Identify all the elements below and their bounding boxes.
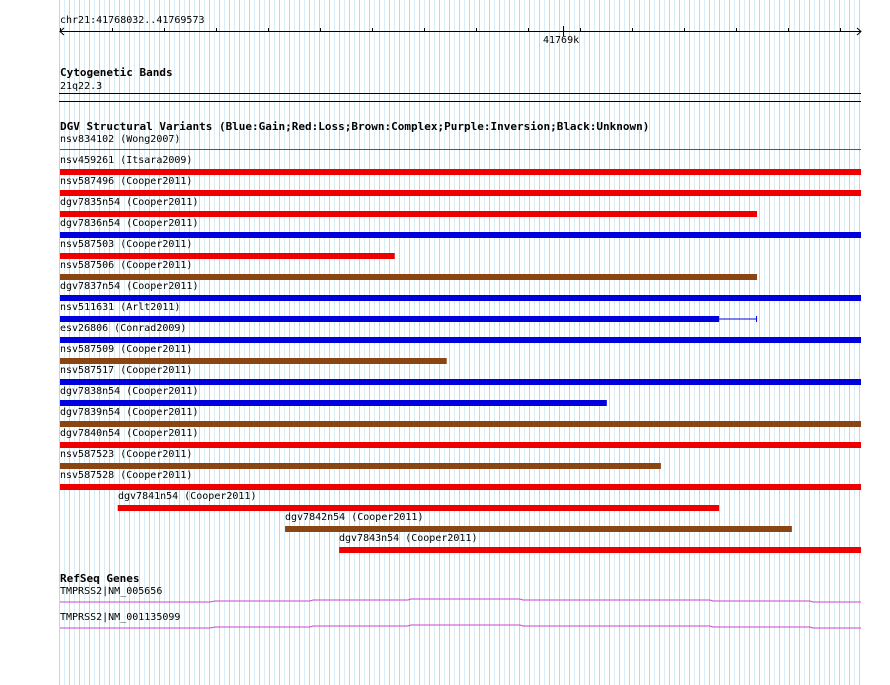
dgv-feature-bar [60,379,861,385]
dgv-feature-label: nsv459261 (Itsara2009) [60,155,193,166]
dgv-feature-bar [60,232,861,238]
refseq-gene-label: TMPRSS2|NM_001135099 [60,612,181,623]
refseq-gene-label: TMPRSS2|NM_005656 [60,586,163,597]
dgv-feature-label: dgv7840n54 (Cooper2011) [60,428,199,439]
dgv-feature-bar [60,295,861,301]
region-label: chr21:41768032..41769573 [60,15,205,26]
dgv-feature-label: dgv7836n54 (Cooper2011) [60,218,199,229]
dgv-feature-bar [285,526,792,532]
refseq-gene-line [60,625,861,628]
dgv-feature-label: nsv587528 (Cooper2011) [60,470,193,481]
dgv-feature-bar [60,190,861,196]
dgv-feature-label: dgv7838n54 (Cooper2011) [60,386,199,397]
dgv-feature-bar [60,337,861,343]
dgv-feature-label: nsv587517 (Cooper2011) [60,365,193,376]
dgv-feature-label: nsv587496 (Cooper2011) [60,176,193,187]
dgv-feature-bar [60,253,395,259]
refseq-track-title: RefSeq Genes [60,572,140,585]
dgv-feature-label: dgv7837n54 (Cooper2011) [60,281,199,292]
ruler-tick-label: 41769k [543,35,580,46]
refseq-gene-line [60,599,861,602]
dgv-feature-bar [60,400,607,406]
dgv-feature-label: dgv7839n54 (Cooper2011) [60,407,199,418]
dgv-feature-label: dgv7841n54 (Cooper2011) [118,491,257,502]
dgv-feature-label: dgv7843n54 (Cooper2011) [339,533,478,544]
dgv-feature-bar [60,484,861,490]
dgv-feature-label: nsv587503 (Cooper2011) [60,239,193,250]
dgv-feature-bar [60,463,661,469]
cytoband-title: Cytogenetic Bands [60,66,173,79]
cytoband-label: 21q22.3 [60,81,103,92]
dgv-feature-bar [60,211,757,217]
dgv-feature-label: dgv7842n54 (Cooper2011) [285,512,424,523]
dgv-feature-label: nsv587523 (Cooper2011) [60,449,193,460]
dgv-feature-bar [60,442,861,448]
dgv-feature-bar [60,149,861,150]
dgv-feature-bar [339,547,861,553]
dgv-feature-label: nsv511631 (Arlt2011) [60,302,181,313]
dgv-feature-label: nsv587506 (Cooper2011) [60,260,193,271]
dgv-feature-bar [118,505,719,511]
dgv-feature-bar [60,316,719,322]
dgv-track-title: DGV Structural Variants (Blue:Gain;Red:Loss;Brown:Complex;Purple:Inversion;Black:Unknown) [60,120,650,133]
dgv-feature-bar [60,274,757,280]
dgv-feature-bar [60,421,861,427]
dgv-feature-label: nsv587509 (Cooper2011) [60,344,193,355]
dgv-feature-bar [60,358,447,364]
dgv-feature-label: dgv7835n54 (Cooper2011) [60,197,199,208]
dgv-feature-label: nsv834102 (Wong2007) [60,134,181,145]
dgv-feature-label: esv26806 (Conrad2009) [60,323,187,334]
dgv-feature-bar [60,169,861,175]
